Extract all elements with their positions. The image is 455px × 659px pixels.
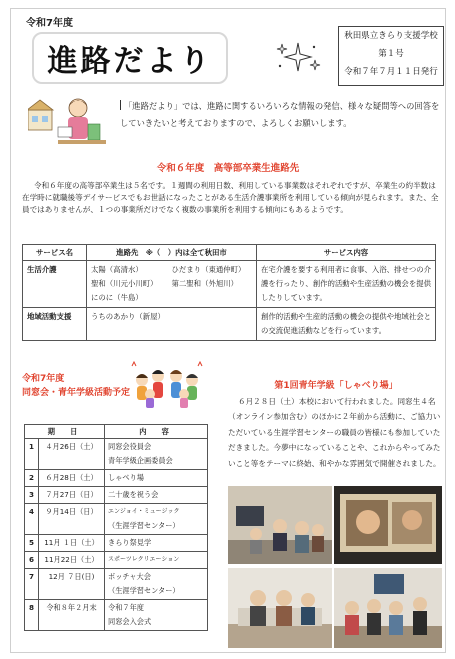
- service-content: 創作的活動や生産的活動の機会の提供や地域社会との交流促進活動などを行っています。: [257, 308, 436, 341]
- event-content: [105, 569, 208, 600]
- event-date: 11月 １日（土）: [39, 535, 105, 552]
- youth-class-body: ６月２８日（土）本校において行われました。同窓生４名（オンライン参加含む）のほかに２年前から活動に、ご協力いただいている生涯学習センターの職員の皆様にも参加していただきました。今夢中になっていることや、これからやってみたいこと等をテーマに終始、和やかな雰囲気で開催されました。: [228, 397, 441, 468]
- destination-item: [172, 310, 253, 324]
- destination-item: [172, 291, 253, 305]
- event-line: スポーツレクリエーション: [108, 556, 180, 563]
- event-line: きらり祭見学: [108, 538, 152, 547]
- destination-item: うちのあかり（新屋）: [91, 312, 165, 321]
- service-name: 生活介護: [23, 261, 87, 308]
- event-line: 同窓会役員会: [108, 442, 152, 451]
- school-name: 秋田県立きらり支援学校: [344, 31, 438, 41]
- destination-item: 第二聖和（外旭川）: [171, 279, 239, 288]
- table-header-row: [25, 425, 208, 439]
- table-row: [25, 470, 208, 487]
- people-illustration: [130, 360, 204, 408]
- table-row: [23, 261, 436, 308]
- event-line: 二十歳を祝う会: [108, 490, 159, 499]
- table-row: [23, 308, 436, 341]
- event-content: [105, 600, 208, 631]
- era-badge: 令和7年度: [26, 18, 73, 29]
- event-line: （生涯学習センター）: [108, 521, 180, 530]
- destination-list: [87, 308, 257, 341]
- event-line: 同窓会入会式: [108, 617, 152, 626]
- graduates-body: 令和６年度の高等部卒業生は５名です。１週間の利用日数、利用している事業数はそれぞれですが、卒業生の約半数は在学時に就職後等デイサービスでもお世話になったことがある生活介護事業所を利用している傾向が見られます。また、全員ではありませんが、１つの事業所だけでなく複数の事業所を利用する傾向にもあるようです。: [22, 181, 439, 215]
- title-box: [32, 32, 228, 84]
- event-content: [105, 487, 208, 504]
- event-date: ９月14日（日）: [39, 504, 105, 535]
- event-content: [105, 535, 208, 552]
- table-row: [25, 487, 208, 504]
- table-header: 進路先 ※（ ）内は全て秋田市: [87, 245, 257, 261]
- event-photo: [334, 486, 442, 564]
- issue-info-box: [338, 26, 444, 86]
- service-name: 地域活動支援: [23, 308, 87, 341]
- event-date: ６月28日（土）: [39, 470, 105, 487]
- table-row: [25, 600, 208, 631]
- event-line: しゃべり場: [108, 473, 144, 482]
- schedule-title-line1: 令和7年度: [22, 374, 65, 384]
- issue-date: 令和７年７月１１日発行: [344, 67, 438, 77]
- service-content: 在宅介護を要する利用者に食事、入浴、排せつの介護を行ったり、創作的活動や生産活動の機会を提供したりしています。: [257, 261, 436, 308]
- table-row: [25, 569, 208, 600]
- event-date: 12月 ７日(日): [39, 569, 105, 600]
- newsletter-header: [12, 10, 444, 88]
- row-number: 3: [25, 487, 39, 504]
- intro-bar: [120, 100, 121, 110]
- destination-table: [22, 244, 436, 341]
- event-photo: [228, 486, 332, 564]
- event-content: [105, 439, 208, 470]
- event-date: ４月26日（土）: [39, 439, 105, 470]
- destination-item: にのに（牛島）: [91, 293, 143, 302]
- table-header: サービス内容: [257, 245, 436, 261]
- sparkle-icon: [274, 40, 322, 74]
- event-line: 青年学級企画委員会: [108, 456, 173, 465]
- event-photo: [228, 568, 332, 648]
- event-content: [105, 552, 208, 569]
- event-line: エンジョイ・ミュージック: [108, 508, 180, 515]
- row-number: 6: [25, 552, 39, 569]
- event-line: ボッチャ大会: [108, 572, 151, 581]
- destination-list: [87, 261, 257, 308]
- intro-text: [120, 98, 446, 132]
- event-date: 令和８年２月末: [39, 600, 105, 631]
- row-number: 8: [25, 600, 39, 631]
- newsletter-title: 進路だより: [47, 44, 213, 79]
- schedule-table: [24, 424, 208, 631]
- schedule-title-line2: 同窓会・青年学級活動予定: [22, 388, 131, 398]
- destination-item: 聖和（川元小川町）: [91, 279, 158, 288]
- destination-item: 太陽（高清水）: [91, 265, 143, 274]
- section-title-schedule: [22, 372, 130, 400]
- event-date: 11月22日（土）: [39, 552, 105, 569]
- intro-body: 「進路だより」では、進路に関するいろいろな情報の発信、様々な疑問等への回答をしていきたいと考えておりますので、よろしくお願いします。: [120, 101, 440, 128]
- row-number: 1: [25, 439, 39, 470]
- section-title-graduates: 令和６年度 高等部卒業生進路先: [156, 163, 300, 174]
- table-row: [25, 535, 208, 552]
- event-line: 令和７年度: [108, 603, 144, 612]
- event-date: ７月27日（日）: [39, 487, 105, 504]
- destination-item: ひだまり（東通仲町）: [171, 265, 246, 274]
- event-content: [105, 504, 208, 535]
- row-number: 7: [25, 569, 39, 600]
- table-row: [25, 439, 208, 470]
- event-content: [105, 470, 208, 487]
- event-photo: [334, 568, 442, 648]
- table-header: 内 容: [105, 425, 208, 439]
- event-photos: [228, 486, 442, 648]
- row-number: 5: [25, 535, 39, 552]
- issue-number: 第１号: [378, 49, 404, 59]
- table-header: サービス名: [23, 245, 87, 261]
- section-title-youth-class: 第1回青年学級「しゃべり場」: [274, 381, 398, 391]
- table-row: [25, 552, 208, 569]
- row-number: 2: [25, 470, 39, 487]
- table-row: [25, 504, 208, 535]
- table-header-row: [23, 245, 436, 261]
- teacher-illustration: [28, 94, 108, 148]
- table-header: 期 日: [25, 425, 105, 439]
- event-line: （生涯学習センター）: [108, 586, 180, 595]
- row-number: 4: [25, 504, 39, 535]
